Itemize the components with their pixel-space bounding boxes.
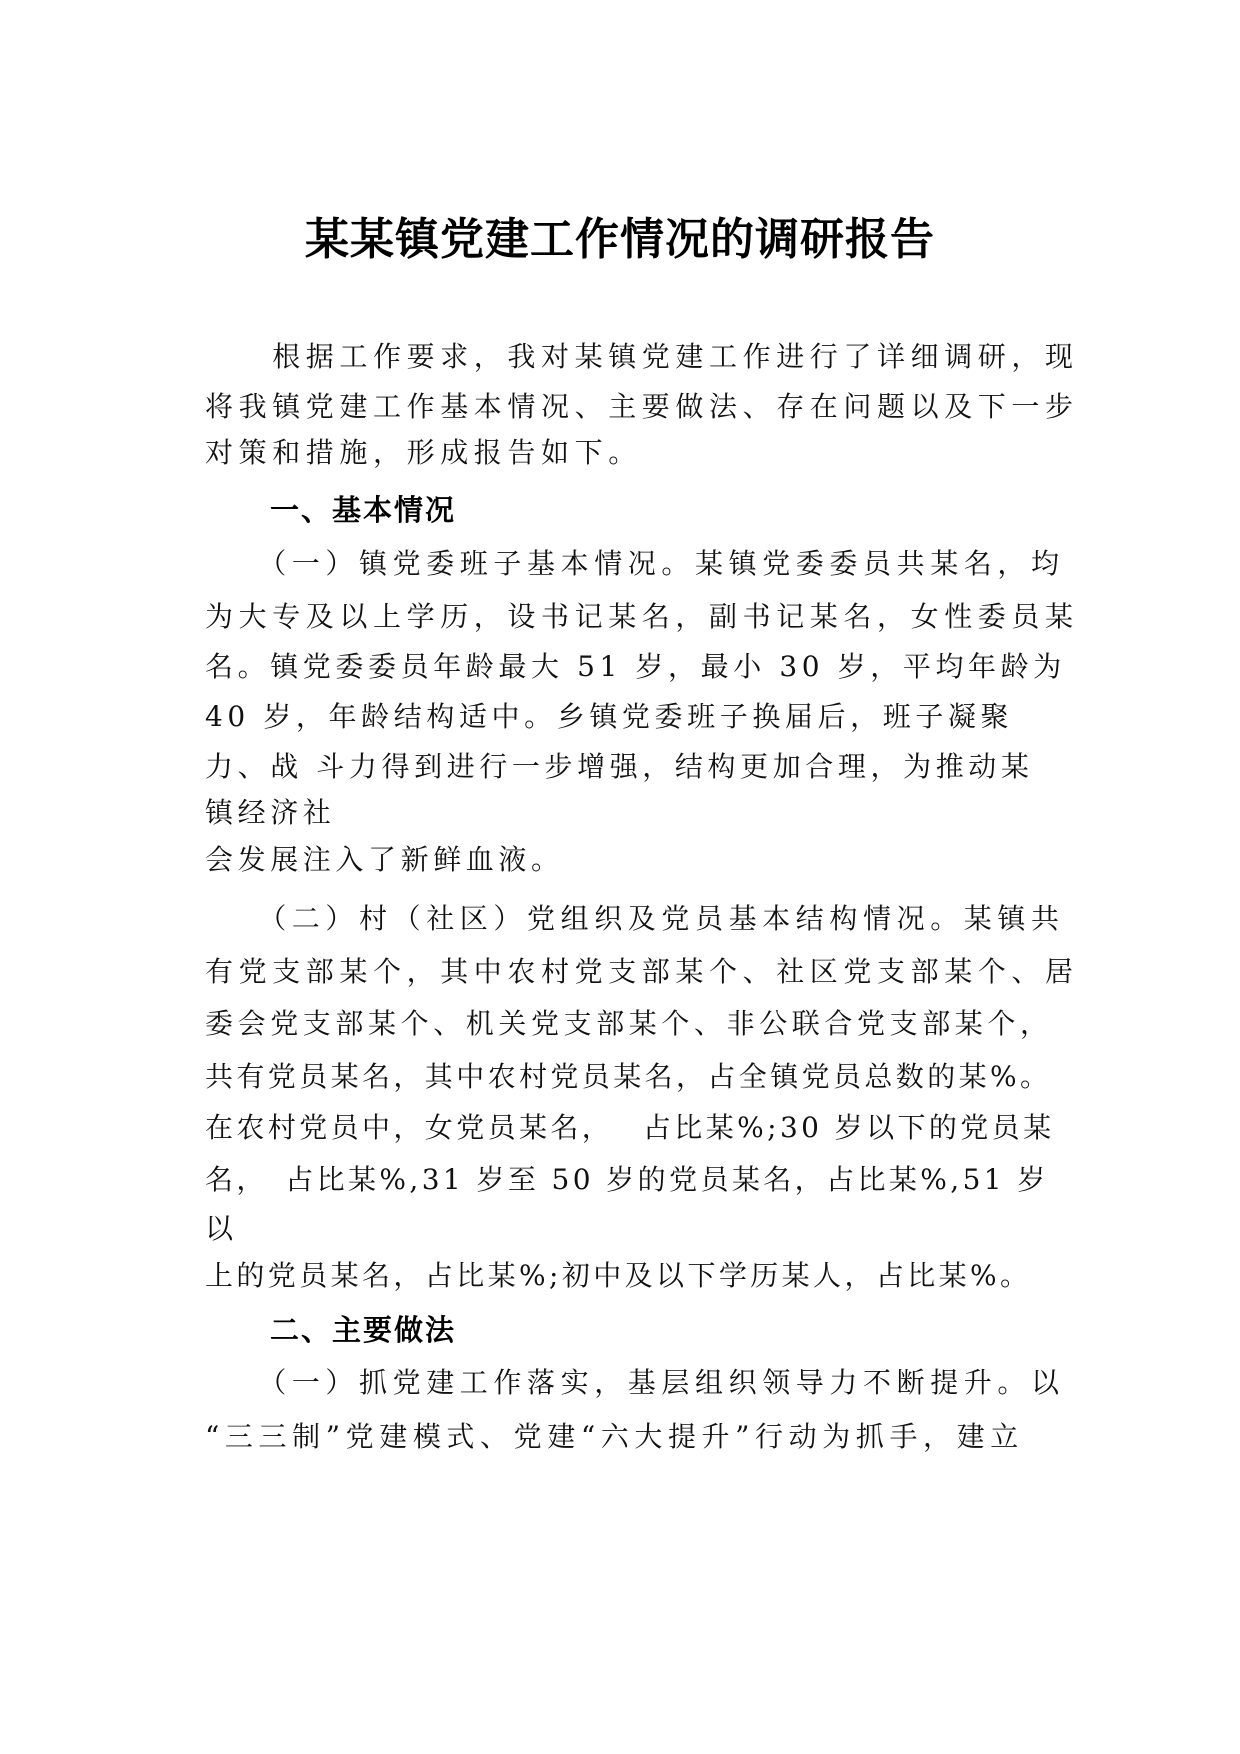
paragraph-line: 40 岁，年龄结构适中。乡镇党委班子换届后，班子凝聚 <box>205 700 1014 733</box>
paragraph-line: （一）抓党建工作落实，基层组织领导力不断提升。以 <box>205 1366 1065 1399</box>
paragraph-line: （二）村（社区）党组织及党员基本结构情况。某镇共 <box>205 902 1065 935</box>
paragraph-line: “三三制”党建模式、党建“六大提升”行动为抓手，建立 <box>205 1420 1024 1453</box>
paragraph-line: 共有党员某名，其中农村党员某名，占全镇党员总数的某%。 <box>205 1060 1052 1093</box>
paragraph-line: （一）镇党委班子基本情况。某镇党委委员共某名，均 <box>205 547 1065 580</box>
paragraph-line: 有党支部某个，其中农村党支部某个、社区党支部某个、居 <box>205 955 1079 988</box>
intro-line: 根据工作要求，我对某镇党建工作进行了详细调研，现 <box>205 340 1079 373</box>
intro-line: 将我镇党建工作基本情况、主要做法、存在问题以及下一步 <box>205 390 1079 423</box>
intro-line: 对策和措施，形成报告如下。 <box>205 436 642 469</box>
paragraph-line: 名。镇党委委员年龄最大 51 岁，最小 30 岁，平均年龄为 <box>205 650 1066 683</box>
paragraph-line: 名， 占比某%,31 岁至 50 岁的党员某名，占比某%,51 岁 <box>205 1163 1049 1196</box>
section-heading-main-practices: 二、主要做法 <box>270 1313 457 1347</box>
paragraph-line: 以 <box>205 1212 237 1245</box>
paragraph-line: 为大专及以上学历，设书记某名，副书记某名，女性委员某 <box>205 600 1079 633</box>
paragraph-line: 会发展注入了新鲜血液。 <box>205 843 564 876</box>
paragraph-line: 委会党支部某个、机关党支部某个、非公联合党支部某个， <box>205 1007 1053 1040</box>
paragraph-line: 力、战 斗力得到进行一步增强，结构更加合理，为推动某 <box>205 750 1034 783</box>
paragraph-line: 上的党员某名，占比某%;初中及以下学历某人，占比某%。 <box>205 1259 1032 1292</box>
section-heading-basic-situation: 一、基本情况 <box>270 493 457 527</box>
paragraph-line: 镇经济社 <box>205 796 336 829</box>
document-title: 某某镇党建工作情况的调研报告 <box>305 214 935 265</box>
paragraph-line: 在农村党员中，女党员某名， 占比某%;30 岁以下的党员某 <box>205 1111 1055 1144</box>
